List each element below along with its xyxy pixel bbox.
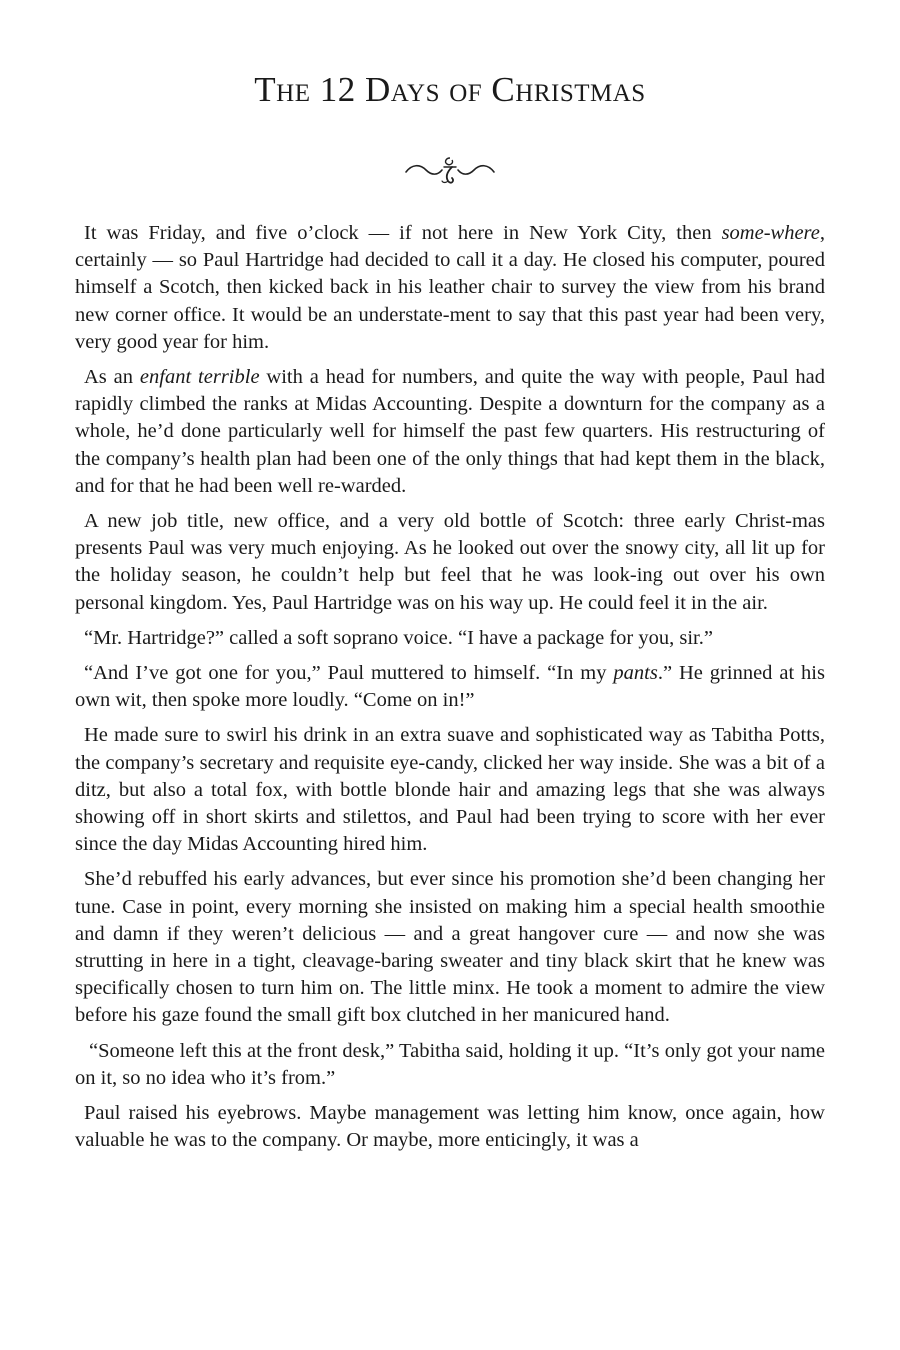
chapter-body xyxy=(75,220,825,1155)
text-run: He made sure to swirl his drink in an extra suave and sophisticated way as Tabitha Potts, the company’s secretary and requisite eye-candy, clicked her way inside. She was a bit of a ditz, but also a total fox, with bottle blonde hair and amazing legs that she was always showing off in short skirts and stilettos, and Paul had been trying to score with her ever since the day Midas Accounting hired him. xyxy=(75,724,825,856)
italic-text: some-where xyxy=(721,222,820,244)
text-run: .” He grinned at his own wit, then spoke more loudly. “Come on in!” xyxy=(75,662,825,712)
text-run: Paul raised his eyebrows. Maybe management was letting him know, once again, how valuable he was to the company. Or maybe, more enticingly, it was a xyxy=(75,1102,825,1152)
paragraph xyxy=(75,364,825,500)
paragraph xyxy=(75,1100,825,1154)
text-run: She’d rebuffed his early advances, but ever since his promotion she’d been changing her tune. Case in point, every morning she insisted on making him a special health smoothie and damn if they weren’t delicious — and a great hangover cure — and now she was strutting in here in a tight, cleavage-baring sweater and tiny black skirt that he knew was specifically chosen to turn him on. The little minx. He took a moment to admire the view before his gaze found the small gift box clutched in her manicured hand. xyxy=(75,868,825,1027)
italic-text: pants xyxy=(613,662,658,685)
text-run: “Someone left this at the front desk,” Tabitha said, holding it up. “It’s only got your name on it, so no idea who it’s from.” xyxy=(75,1039,825,1089)
paragraph xyxy=(75,660,825,714)
text-run: A new job title, new office, and a very old bottle of Scotch: three early Christ-mas presents Paul was very much enjoying. As he looked out over the snowy city, all lit up for the holiday season, he couldn’t help but feel that he was look-ing out over his own personal kingdom. Yes, Paul Hartridge was on his way up. He could feel it in the air. xyxy=(75,510,825,614)
paragraph xyxy=(75,866,825,1029)
paragraph xyxy=(75,508,825,617)
text-run: As an xyxy=(84,366,140,389)
ornamental-flourish-icon xyxy=(400,150,500,190)
paragraph xyxy=(75,220,825,356)
italic-text: enfant terrible xyxy=(139,366,260,389)
text-run: “Mr. Hartridge?” called a soft soprano voice. “I have a package for you, sir.” xyxy=(84,626,713,649)
paragraph xyxy=(75,1038,825,1092)
text-run: It was Friday, and five o’clock — if not here in New York City, then xyxy=(84,222,722,244)
text-run: , certainly — so Paul Hartridge had decided to call it a day. He closed his computer, poured himself a Scotch, then kicked back in his leather chair to survey the view from his brand new corner office. It would be an understate-ment to say that this past year had been very, very good year for him. xyxy=(75,222,825,353)
paragraph xyxy=(75,722,825,858)
text-run: with a head for numbers, and quite the way with people, Paul had rapidly climbed the ranks at Midas Accounting. Despite a downturn for the company as a whole, he’d done particularly well for himself the past few quarters. His restructuring of the company’s health plan had been one of the only things that had kept them in the black, and for that he had been well re-warded. xyxy=(75,366,826,497)
text-run: “And I’ve got one for you,” Paul muttered to himself. “In my xyxy=(84,662,614,685)
chapter-title: The 12 Days of Christmas xyxy=(254,70,646,109)
paragraph xyxy=(75,625,825,652)
